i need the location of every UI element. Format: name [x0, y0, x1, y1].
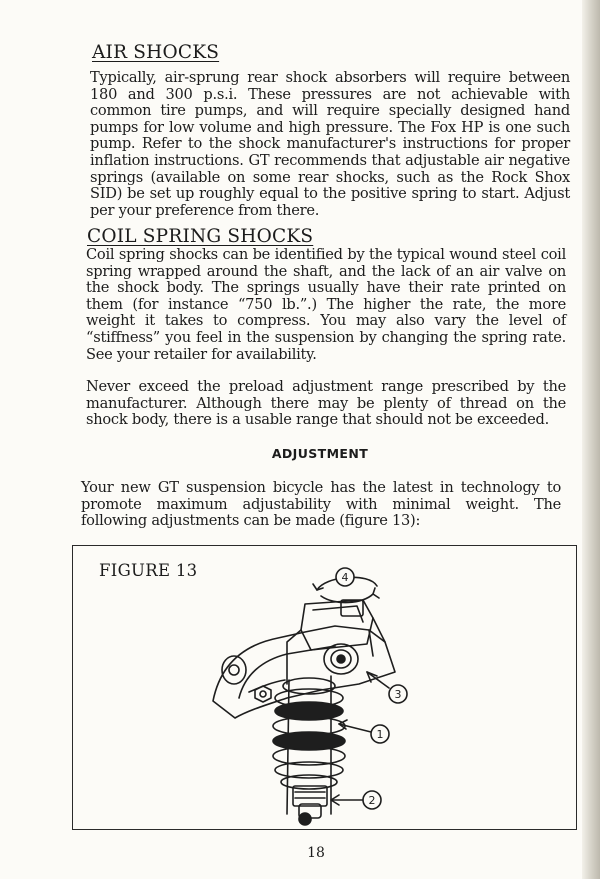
callout-3-number: 3 [394, 688, 402, 701]
callout-2-number: 2 [368, 794, 376, 807]
callout-1-number: 1 [376, 728, 384, 741]
callout-4-number: 4 [341, 571, 349, 584]
page-number: 18 [307, 845, 325, 861]
shock-spring-coils [273, 676, 345, 814]
coil-spring-shocks-heading: COIL SPRING SHOCKS [87, 226, 314, 247]
shock-lower-body [293, 786, 327, 825]
left-linkage-nut [255, 686, 271, 702]
figure-13-box [72, 545, 577, 830]
pivot-bolt [324, 644, 358, 674]
figure-label: FIGURE 13 [99, 561, 198, 580]
page-spine-shadow [582, 0, 600, 879]
coil-spring-paragraph-1: Coil spring shocks can be identified by the typical wound steel coil spring wrapped around the shaft, and the lack of an air valve on the shock body. The springs usually have their rate printed on them (for instance “750 lb.”.) The higher the rate, the more weight it takes to compress. You may also vary the level of “stiffness” you feel in the suspension by changing the spring rate. See your retailer for availability. [86, 246, 566, 363]
air-shocks-heading: AIR SHOCKS [92, 42, 220, 63]
air-shocks-paragraph: Typically, air-sprung rear shock absorbers will require between 180 and 300 p.s.i. These pressures are not achievable with common tire pumps, and will require specially designed hand pumps for low volume and high pressure. The Fox HP is one such pump. Refer to the shock manufacturer's instructions for proper inflation instructions. GT recommends that adjustable air negative springs (available on some rear shocks, such as the Rock Shox SID) be set up roughly equal to the positive spring to start. Adjust per your preference from there. [90, 69, 570, 219]
adjustment-paragraph: Your new GT suspension bicycle has the latest in technology to promote maximum adjustability with minimal weight. The following adjustments can be made (figure 13): [81, 479, 561, 530]
adjustment-heading: ADJUSTMENT [271, 446, 369, 461]
coil-spring-paragraph-2: Never exceed the preload adjustment range prescribed by the manufacturer. Although there may be plenty of thread on the shock body, there is a usable range that should not be exceeded. [86, 378, 566, 429]
rear-shock-illustration [73, 546, 578, 831]
